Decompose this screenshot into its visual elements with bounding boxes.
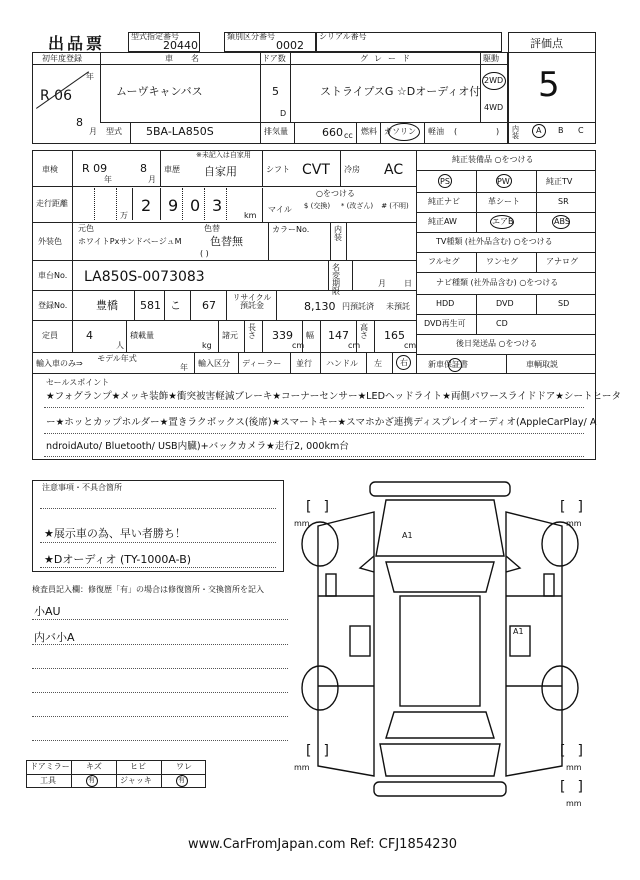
meter-exchange: $ (交換) xyxy=(303,202,331,210)
diagram-roof xyxy=(400,596,480,706)
navi-title: ナビ種類 (社外品含む) ○をつける xyxy=(436,278,559,287)
height-unit: cm xyxy=(404,341,417,350)
sales-line-2: ー★ホッとカップホルダー★置きラクボックス(後席)★スマートキー★スマホかざ連携ディスプレイオーディオ(AppleCarPlay/ A xyxy=(46,417,597,428)
recycle-unit: 円預託済 xyxy=(342,302,374,311)
capacity-label: 定員 xyxy=(42,331,58,340)
light-oil-label: 軽油 xyxy=(428,127,444,136)
diagram-left-step xyxy=(326,574,336,596)
wheel-rear-right xyxy=(542,666,578,710)
inspection-label: 車検 xyxy=(42,165,58,174)
tire-bracket-rl: [] xyxy=(306,743,341,759)
navi-hdd: HDD xyxy=(436,299,455,308)
color-change-value: 色替無 xyxy=(210,235,243,248)
tools-header-scratch: キズ xyxy=(86,762,102,771)
chassis-value: LA850S-0073083 xyxy=(84,269,205,285)
interior-label: 内装 xyxy=(512,125,519,140)
tire-bracket-fl: [] xyxy=(306,499,341,515)
diagram-right-body xyxy=(506,512,562,776)
tv-title: TV種類 (社外品含む) ○をつける xyxy=(436,237,553,246)
navi-cd: CD xyxy=(496,319,508,328)
tire-mm-spare: mm xyxy=(566,799,582,808)
inspection-month-unit: 月 xyxy=(148,175,156,184)
mileage-man-unit: 万 xyxy=(120,211,128,220)
displacement-unit: cc xyxy=(344,131,353,140)
equip-navi: 純正ナビ xyxy=(428,197,460,206)
notes-label: 注意事項・不具合箇所 xyxy=(42,483,122,492)
equipment-title: 純正装備品 ○をつける xyxy=(452,155,534,164)
grade-label: グレード xyxy=(360,54,416,63)
length-unit: cm xyxy=(292,341,305,350)
form-title: 出品票 xyxy=(48,34,106,53)
car-damage-diagram xyxy=(290,476,600,816)
grade-value: ストライプスG ☆Dオーディオ付 xyxy=(320,85,481,98)
original-color-label: 元色 xyxy=(78,224,94,233)
meter-unknown: # (不明) xyxy=(381,202,409,210)
car-name-label: 車名 xyxy=(165,54,217,63)
model-value: 5BA-LA850S xyxy=(146,125,214,138)
mileage-digit-3: 3 xyxy=(212,196,223,215)
sales-label: セールスポイント xyxy=(46,378,110,387)
notes-line-1: ★展示車の為、早い者勝ち！ xyxy=(44,527,186,540)
first-reg-era: R 06 xyxy=(40,88,72,104)
displacement-value: 660 xyxy=(322,126,343,139)
name-change-month: 月 xyxy=(378,279,386,288)
equip-ps: PS xyxy=(440,177,450,186)
height-label: 高さ xyxy=(360,323,368,340)
sales-line-3: ndroidAuto/ Bluetooth/ USB内臓)+バックカメラ★走行2, 000km台 xyxy=(46,441,349,452)
diagram-rear-window xyxy=(386,712,494,738)
fuel-label: 燃料 xyxy=(361,127,377,136)
tv-oneseg: ワンセグ xyxy=(486,257,518,266)
first-reg-label: 初年度登録 xyxy=(42,54,82,63)
mileage-unit: km xyxy=(244,211,257,220)
cooler-value: AC xyxy=(384,162,404,178)
score-label: 評価点 xyxy=(530,37,563,50)
diagram-rear-bumper xyxy=(374,782,506,796)
diagram-hood xyxy=(376,500,504,556)
wheel-rear-left xyxy=(302,666,338,710)
mileage-label: 走行距離 xyxy=(36,199,68,208)
interior-a: A xyxy=(536,126,542,135)
equip-pw: PW xyxy=(497,177,510,186)
fuel-value: ガソリン xyxy=(384,127,416,136)
import-class-label: 輸入区分 xyxy=(198,359,230,368)
equip-aw: 純正AW xyxy=(428,217,457,226)
tire-mm-fl: mm xyxy=(294,519,310,528)
damage-mark-front: A1 xyxy=(402,531,413,540)
width-unit: cm xyxy=(348,341,361,350)
tools-jack-have: 有 xyxy=(178,776,185,784)
navi-dvd-play: DVD再生可 xyxy=(424,319,466,328)
meter-note: ○をつける xyxy=(316,189,355,198)
equip-abs: ABS xyxy=(554,217,570,226)
later-manual: 車輌取説 xyxy=(526,360,558,369)
registration-kana: こ xyxy=(170,299,181,312)
serial-label: シリアル番号 xyxy=(319,32,367,41)
inspector-line-1: 小AU xyxy=(34,605,61,618)
type-cert-value: 20440 xyxy=(163,39,198,52)
shift-label: シフト xyxy=(266,165,290,174)
mirror-left xyxy=(360,556,374,572)
equip-airbag: エアB xyxy=(492,217,514,226)
usage-value: 自家用 xyxy=(204,165,237,178)
name-change-day: 日 xyxy=(404,279,412,288)
meter-mile: マイル xyxy=(268,205,292,214)
tv-analog: アナログ xyxy=(546,257,578,266)
drive-label: 駆動 xyxy=(483,54,499,63)
name-change-label: 名変期限 xyxy=(332,263,340,296)
interior-c: C xyxy=(578,126,584,135)
navi-sd: SD xyxy=(558,299,570,308)
diagram-trunk xyxy=(380,744,500,776)
handle-right: 右 xyxy=(400,358,408,367)
doors-value: 5 xyxy=(272,85,279,98)
width-value: 147 xyxy=(328,329,349,342)
diagram-front-bumper xyxy=(370,482,510,496)
load-label: 積載量 xyxy=(130,331,154,340)
drive-4wd: 4WD xyxy=(484,103,504,112)
tire-mm-rr: mm xyxy=(566,763,582,772)
car-name-value: ムーヴキャンバス xyxy=(116,85,203,98)
diagram-windshield xyxy=(386,562,494,592)
mirror-right xyxy=(506,556,520,572)
diagram-left-panel xyxy=(350,626,370,656)
usage-note: ※未記入は自家用 xyxy=(196,151,251,159)
later-warranty: 新車保証書 xyxy=(428,360,468,369)
color-paren: ( ) xyxy=(200,249,209,258)
tools-header-break: ワレ xyxy=(176,762,192,771)
mileage-man: 2 xyxy=(141,196,152,215)
class-value: 0002 xyxy=(276,39,304,52)
tools-tool: 工具 xyxy=(40,776,56,785)
score-value: 5 xyxy=(538,65,560,105)
mileage-digit-1: 9 xyxy=(168,196,179,215)
diagram-right-step xyxy=(544,574,554,596)
tools-jack: ジャッキ xyxy=(120,776,152,785)
later-title: 後日発送品 ○をつける xyxy=(456,339,538,348)
recycle-value: 8,130 xyxy=(304,300,336,313)
tire-mm-rl: mm xyxy=(294,763,310,772)
damage-mark-side: A1 xyxy=(513,627,524,636)
equip-sr: SR xyxy=(558,197,569,206)
color-change-label: 色替 xyxy=(204,224,220,233)
model-label: 型式 xyxy=(106,127,122,136)
doors-label: ドア数 xyxy=(262,54,286,63)
load-unit: kg xyxy=(202,341,212,350)
handle-label: ハンドル xyxy=(326,359,358,368)
chassis-label: 車台No. xyxy=(38,271,68,280)
class-label: 類別区分番号 xyxy=(227,32,275,41)
length-label: 長さ xyxy=(248,323,256,340)
first-reg-month-unit: 月 xyxy=(89,127,97,136)
registration-label: 登録No. xyxy=(38,301,68,310)
height-value: 165 xyxy=(384,329,405,342)
inspection-year: R 09 xyxy=(82,162,108,175)
diagram-left-doors xyxy=(318,596,374,686)
capacity-value: 4 xyxy=(86,329,93,342)
diagram-left-body xyxy=(318,512,374,776)
registration-class: 581 xyxy=(140,299,161,312)
equip-leather: 革シート xyxy=(488,197,520,206)
tire-mm-fr: mm xyxy=(566,519,582,528)
sales-line-1: ★フォグランプ★メッキ装飾★衝突被害軽減ブレーキ★コーナーセンサー★LEDヘッドライト★両側パワースライドドア★シートヒータ xyxy=(46,391,622,402)
diagram-right-doors xyxy=(506,596,562,686)
meter-tampered: * (改ざん) xyxy=(340,202,374,210)
first-reg-year-unit: 年 xyxy=(86,72,94,81)
displacement-label: 排気量 xyxy=(264,127,288,136)
footer-watermark: www.CarFromJapan.com Ref: CFJ1854230 xyxy=(188,837,458,852)
inspection-month: 8 xyxy=(140,162,147,175)
tire-bracket-fr: [] xyxy=(560,499,595,515)
doors-sub: D xyxy=(280,109,287,118)
navi-dvd: DVD xyxy=(496,299,514,308)
handle-left: 左 xyxy=(374,359,382,368)
model-year-label: モデル年式 xyxy=(97,354,137,363)
equip-tv: 純正TV xyxy=(546,177,573,186)
tools-header-crack: ヒビ xyxy=(130,762,146,771)
width-label: 幅 xyxy=(306,331,314,340)
first-reg-month: 8 xyxy=(76,116,83,129)
usage-label: 車歴 xyxy=(164,165,180,174)
inspector-label: 検査員記入欄：修復歴「有」の場合は修復箇所・交換箇所を記入 xyxy=(32,585,264,594)
inspector-line-2: 内バ小A xyxy=(34,631,75,644)
tire-bracket-spare: [] xyxy=(560,779,595,795)
capacity-unit: 人 xyxy=(116,341,124,350)
recycle-label: リサイクル預託金 xyxy=(232,293,272,310)
registration-number: 67 xyxy=(202,299,216,312)
interior-b: B xyxy=(558,126,564,135)
exterior-label: 外装色 xyxy=(38,237,62,246)
length-value: 339 xyxy=(272,329,293,342)
dealer-label: ディーラー xyxy=(242,359,282,368)
tools-header-mirror: ドアミラー xyxy=(30,762,70,771)
recycle-unpaid: 未預託 xyxy=(386,302,410,311)
cooler-label: 冷房 xyxy=(344,165,360,174)
interior-color-label: 内装 xyxy=(334,225,342,242)
mileage-digit-2: 0 xyxy=(190,196,201,215)
shift-value: CVT xyxy=(302,162,330,178)
parallel-label: 並行 xyxy=(296,359,312,368)
original-color-value: ホワイトPxサンドベージュM xyxy=(78,237,182,246)
inspection-year-unit: 年 xyxy=(104,175,112,184)
tire-bracket-rr: [] xyxy=(560,743,595,759)
import-label: 輸入車のみ⇒ xyxy=(36,359,83,368)
tools-tool-have: 有 xyxy=(88,776,95,784)
wheel-front-right xyxy=(542,522,578,566)
type-cert-label: 型式指定番号 xyxy=(131,32,179,41)
drive-2wd: 2WD xyxy=(484,76,504,85)
wheel-front-left xyxy=(302,522,338,566)
registration-area: 豊橋 xyxy=(96,299,118,312)
tv-fullseg: フルセグ xyxy=(428,257,460,266)
color-no-label: カラーNo. xyxy=(272,225,310,234)
dimensions-label: 諸元 xyxy=(222,331,238,340)
notes-line-2: ★Dオーディオ (TY-1000A-B) xyxy=(44,553,192,566)
model-year-unit: 年 xyxy=(180,363,188,372)
